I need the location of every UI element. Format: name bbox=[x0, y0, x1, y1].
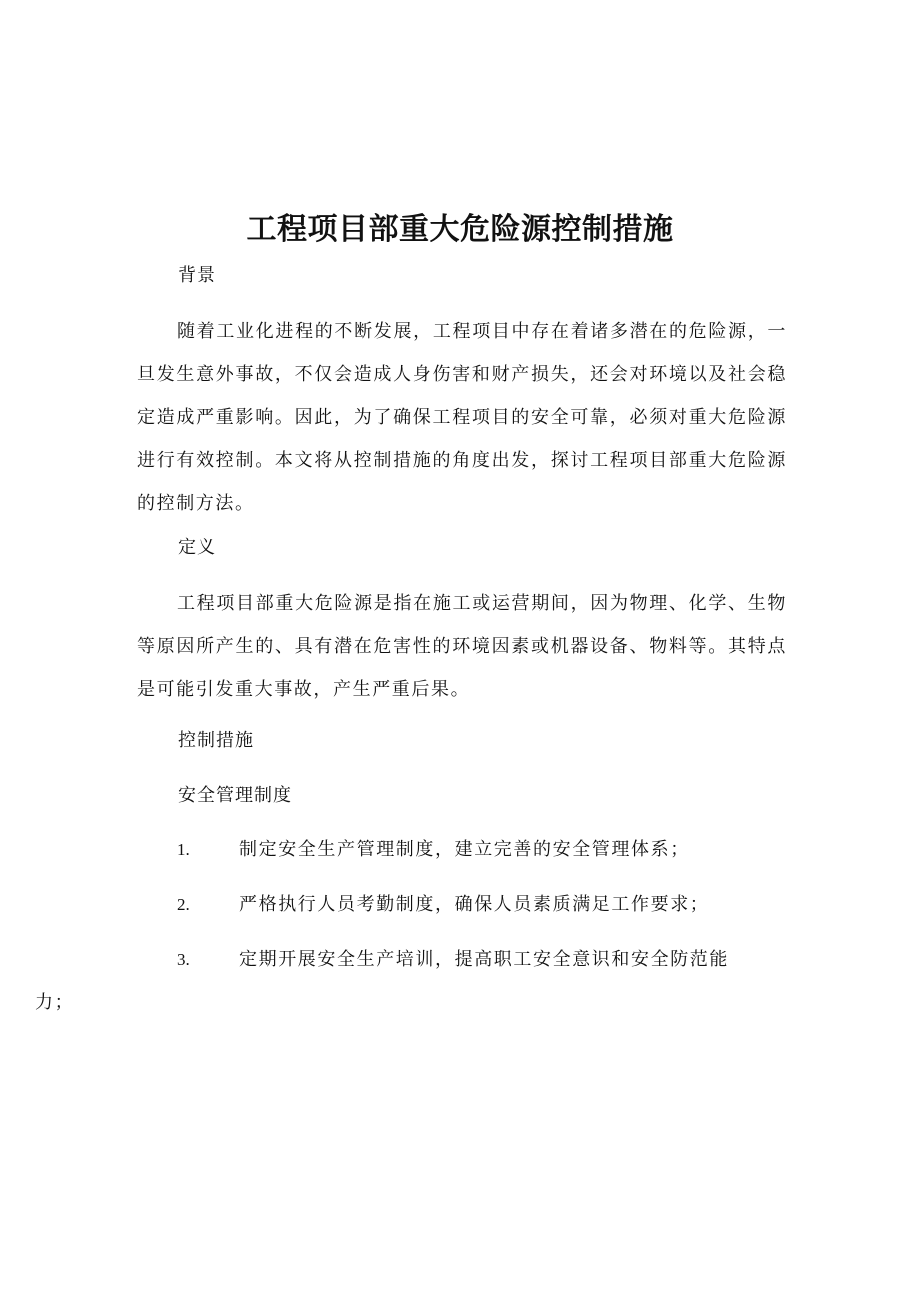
list-item bbox=[137, 828, 787, 871]
list-text: 严格执行人员考勤制度，确保人员素质满足工作要求； bbox=[239, 894, 710, 915]
list-text: 定期开展安全生产培训，提高职工安全意识和安全防范能 bbox=[239, 949, 729, 970]
section-heading-safety-management: 安全管理制度 bbox=[178, 785, 292, 806]
list-text-continuation: 力； bbox=[35, 992, 75, 1013]
paragraph-background: 随着工业化进程的不断发展，工程项目中存在着诸多潜在的危险源，一旦发生意外事故，不仅会造成人身伤害和财产损失，还会对环境以及社会稳定造成严重影响。因此，为了确保工程项目的安全可靠，必须对重大危险源进行有效控制。本文将从控制措施的角度出发，探讨工程项目部重大危险源的控制方法。 bbox=[137, 321, 787, 514]
list-number: 2. bbox=[177, 895, 190, 914]
list-number: 3. bbox=[177, 950, 190, 969]
section-heading-measures: 控制措施 bbox=[178, 730, 254, 751]
paragraph-definition: 工程项目部重大危险源是指在施工或运营期间，因为物理、化学、生物等原因所产生的、具有潜在危害性的环境因素或机器设备、物料等。其特点是可能引发重大事故，产生严重后果。 bbox=[137, 593, 787, 700]
list-item bbox=[137, 883, 787, 926]
list-number: 1. bbox=[177, 840, 190, 859]
document-title: 工程项目部重大危险源控制措施 bbox=[246, 212, 674, 247]
list-text: 制定安全生产管理制度，建立完善的安全管理体系； bbox=[239, 839, 690, 860]
list-item bbox=[35, 938, 787, 1024]
section-heading-definition: 定义 bbox=[178, 537, 216, 558]
section-heading-background: 背景 bbox=[178, 265, 216, 286]
